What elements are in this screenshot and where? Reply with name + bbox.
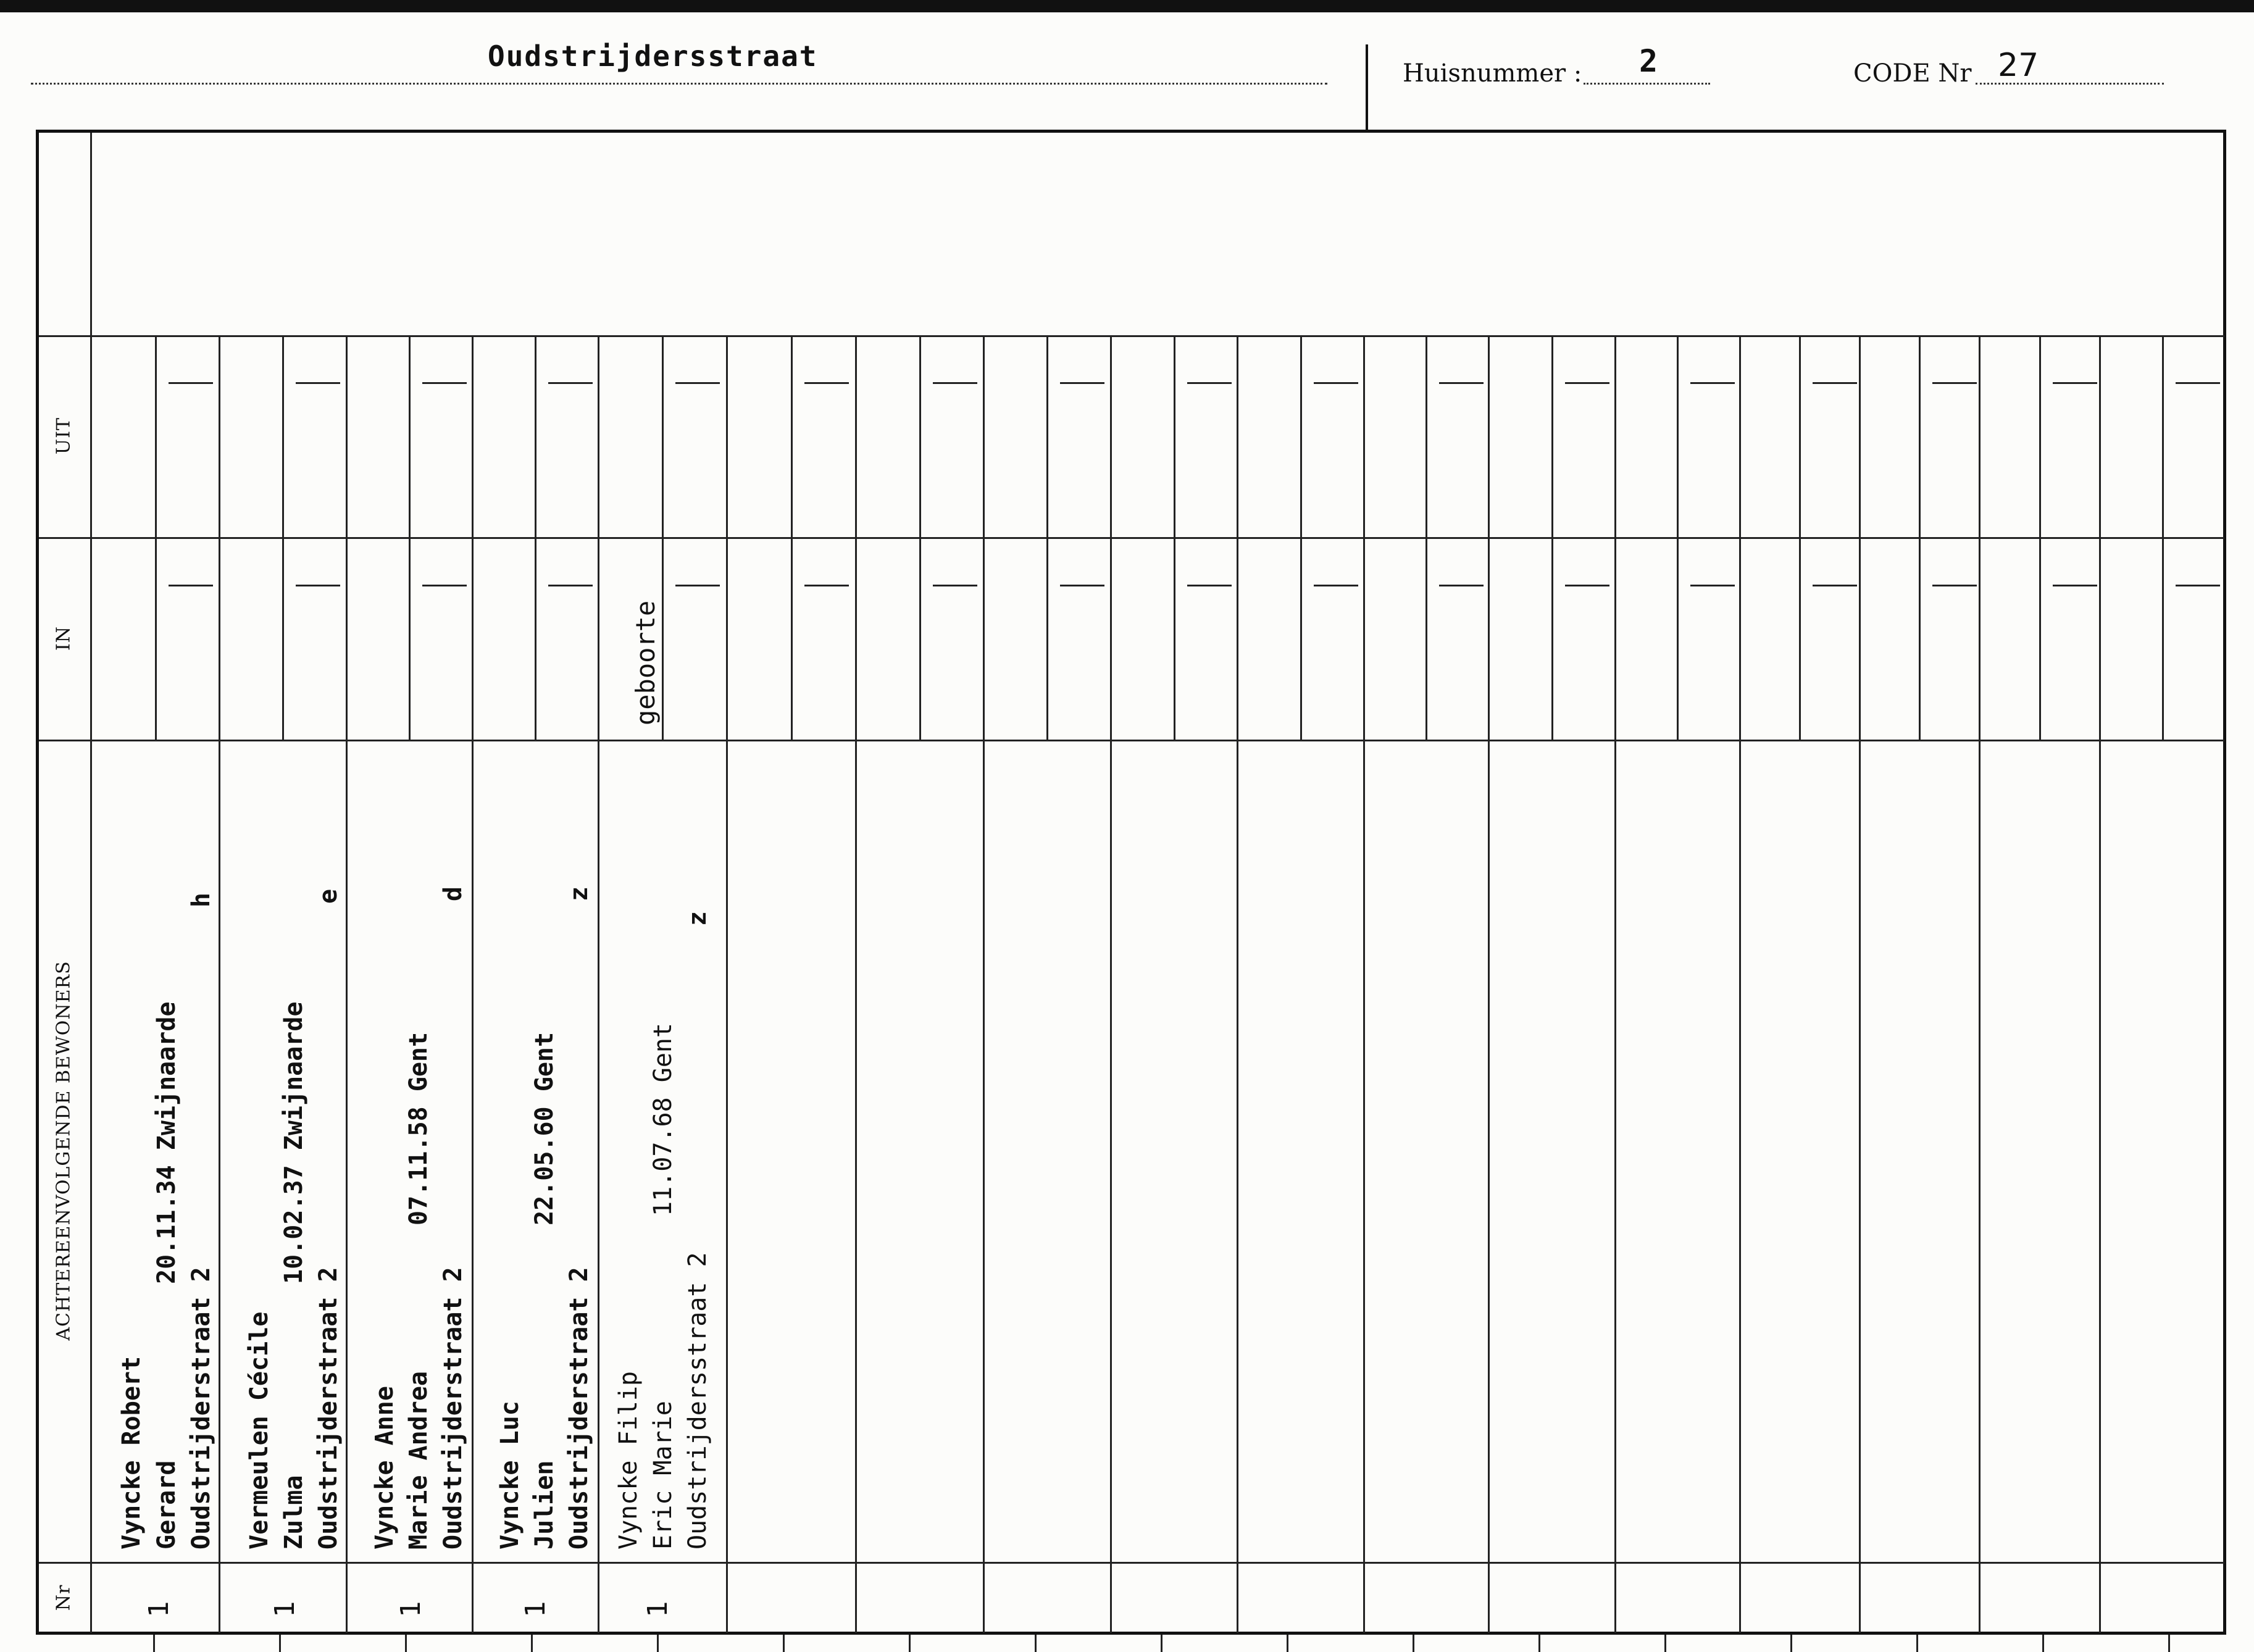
resident-3-date-place: 07.11.58 Gent <box>404 1032 433 1225</box>
row-divider-uit-top <box>91 335 2224 337</box>
ruler-tick <box>531 1635 533 1652</box>
street-dotted-line <box>31 83 1327 85</box>
ruler-tick <box>1161 1635 1162 1652</box>
in-dash <box>804 585 849 586</box>
row-divider-bewoners-top <box>91 740 2224 741</box>
code-dotted-line <box>1976 83 2164 85</box>
column-divider <box>1237 335 1238 1633</box>
in-dash <box>1060 585 1104 586</box>
in-dash <box>1187 585 1232 586</box>
in-dash <box>1813 585 1857 586</box>
ruler-tick <box>1790 1635 1792 1652</box>
in-dash <box>1690 585 1735 586</box>
ruler-tick <box>1287 1635 1288 1652</box>
uit-dash <box>675 382 720 384</box>
ruler-tick <box>1664 1635 1666 1652</box>
resident-2-nr: 1 <box>269 1601 301 1617</box>
in-dash <box>548 585 593 586</box>
uit-dash <box>1690 382 1735 384</box>
bewoners-label: ACHTEREENVOLGENDE BEWONERS <box>52 961 75 1341</box>
resident-3-code: d <box>439 886 467 901</box>
label-divider-1 <box>39 335 91 337</box>
sub-column-divider <box>1677 335 1679 740</box>
resident-4-nr: 1 <box>520 1601 551 1617</box>
sub-column-divider <box>2039 335 2041 740</box>
label-divider-3 <box>39 740 91 741</box>
sub-column-divider <box>2162 335 2164 740</box>
row-divider-in-top <box>91 537 2224 539</box>
in-dash <box>1565 585 1609 586</box>
sub-column-divider <box>1174 335 1175 740</box>
sub-column-divider <box>1046 335 1048 740</box>
uit-dash <box>1439 382 1484 384</box>
column-divider <box>983 335 985 1633</box>
ruler-tick <box>1916 1635 1918 1652</box>
ruler-tick <box>2042 1635 2044 1652</box>
resident-1-nr: 1 <box>143 1601 175 1617</box>
column-divider <box>346 335 348 1633</box>
uit-dash <box>1932 382 1977 384</box>
in-label: IN <box>52 625 75 651</box>
ruler-tick <box>1035 1635 1037 1652</box>
label-divider-2 <box>39 537 91 539</box>
column-divider <box>1110 335 1112 1633</box>
code-value: 27 <box>1998 47 2039 84</box>
street-name: Oudstrijdersstraat <box>488 40 818 73</box>
resident-5-nr: 1 <box>642 1601 674 1617</box>
resident-4-code: z <box>565 886 593 901</box>
uit-dash <box>548 382 593 384</box>
resident-2-given: Zulma <box>280 1475 308 1550</box>
uit-dash <box>933 382 977 384</box>
in-dash <box>422 585 467 586</box>
resident-4-name: Vyncke Luc <box>496 1401 524 1550</box>
in-dash <box>2176 585 2220 586</box>
column-divider <box>1739 335 1741 1633</box>
resident-5-code: z <box>683 911 712 926</box>
resident-5-date-place: 11.07.68 Gent <box>649 1022 677 1216</box>
resident-2-code: e <box>314 888 343 904</box>
in-dash <box>933 585 977 586</box>
sub-column-divider <box>1919 335 1921 740</box>
ruler-tick <box>1413 1635 1414 1652</box>
resident-5-given: Eric Marie <box>649 1401 677 1550</box>
resident-3-name: Vyncke Anne <box>370 1386 399 1550</box>
column-divider <box>472 335 474 1633</box>
sub-column-divider <box>1300 335 1302 740</box>
uit-dash <box>2053 382 2097 384</box>
column-divider <box>598 335 599 1633</box>
ruler-tick <box>909 1635 911 1652</box>
uit-dash <box>1813 382 1857 384</box>
house-number-label: Huisnummer : <box>1403 59 1582 88</box>
column-divider <box>219 335 220 1633</box>
register-table <box>36 130 2226 1635</box>
ruler-tick <box>657 1635 659 1652</box>
resident-1-address: Oudstrijderstraat 2 <box>187 1267 215 1550</box>
uit-dash <box>1060 382 1104 384</box>
column-divider <box>1614 335 1616 1633</box>
sub-column-divider <box>282 335 284 740</box>
ruler-tick <box>153 1635 155 1652</box>
sub-column-divider <box>1799 335 1801 740</box>
ruler-tick <box>783 1635 785 1652</box>
resident-4-given: Julien <box>530 1460 559 1550</box>
column-divider <box>1363 335 1365 1633</box>
resident-3-nr: 1 <box>395 1601 427 1617</box>
resident-2-name: Vermeulen Cécile <box>245 1311 273 1550</box>
uit-dash <box>1314 382 1358 384</box>
resident-3-given: Marie Andrea <box>404 1371 433 1550</box>
resident-1-given: Gerard <box>152 1460 181 1550</box>
uit-dash <box>296 382 340 384</box>
in-dash <box>1439 585 1484 586</box>
in-dash <box>675 585 720 586</box>
uit-dash <box>804 382 849 384</box>
house-number-dotted-line <box>1584 83 1710 85</box>
resident-1-date-place: 20.11.34 Zwijnaarde <box>152 1001 181 1284</box>
sub-column-divider <box>791 335 793 740</box>
ruler-tick <box>279 1635 281 1652</box>
sub-column-divider <box>535 335 536 740</box>
in-dash <box>1314 585 1358 586</box>
resident-5-address: Oudstrijdersstraat 2 <box>683 1252 712 1550</box>
column-divider <box>1488 335 1490 1633</box>
resident-1-name: Vyncke Robert <box>117 1356 146 1550</box>
column-divider <box>1979 335 1981 1633</box>
column-divider <box>855 335 857 1633</box>
ruler-tick <box>1538 1635 1540 1652</box>
sub-column-divider <box>155 335 157 740</box>
uit-dash <box>169 382 213 384</box>
in-dash <box>2053 585 2097 586</box>
sub-column-divider <box>919 335 921 740</box>
ruler-tick <box>405 1635 407 1652</box>
in-dash <box>169 585 213 586</box>
sub-column-divider <box>409 335 411 740</box>
uit-dash <box>1565 382 1609 384</box>
uit-label: UIT <box>52 417 75 455</box>
resident-5-name: Vyncke Filip <box>614 1371 643 1550</box>
column-divider <box>2099 335 2101 1633</box>
in-dash <box>296 585 340 586</box>
row-divider-nr-top <box>91 1562 2224 1564</box>
ruler-tick <box>2168 1635 2170 1652</box>
resident-4-date-place: 22.05.60 Gent <box>530 1032 559 1225</box>
resident-2-address: Oudstrijderstraat 2 <box>314 1267 343 1550</box>
resident-4-address: Oudstrijderstraat 2 <box>565 1267 593 1550</box>
house-number-value: 2 <box>1639 43 1658 79</box>
label-column-divider <box>90 133 92 1633</box>
resident-1-code: h <box>187 892 215 907</box>
header-separator <box>1366 44 1368 130</box>
nr-label: Nr <box>52 1584 75 1611</box>
uit-dash <box>422 382 467 384</box>
resident-5-in: geboorte <box>630 600 661 725</box>
column-divider <box>726 335 728 1633</box>
resident-2-date-place: 10.02.37 Zwijnaarde <box>280 1001 308 1284</box>
label-divider-4 <box>39 1562 91 1564</box>
sub-column-divider <box>1425 335 1427 740</box>
uit-dash <box>1187 382 1232 384</box>
top-border-bar <box>0 0 2254 12</box>
sub-column-divider <box>1551 335 1553 740</box>
resident-3-address: Oudstrijderstraat 2 <box>439 1267 467 1550</box>
in-dash <box>1932 585 1977 586</box>
code-label: CODE Nr <box>1853 59 1972 88</box>
uit-dash <box>2176 382 2220 384</box>
column-divider <box>1859 335 1861 1633</box>
